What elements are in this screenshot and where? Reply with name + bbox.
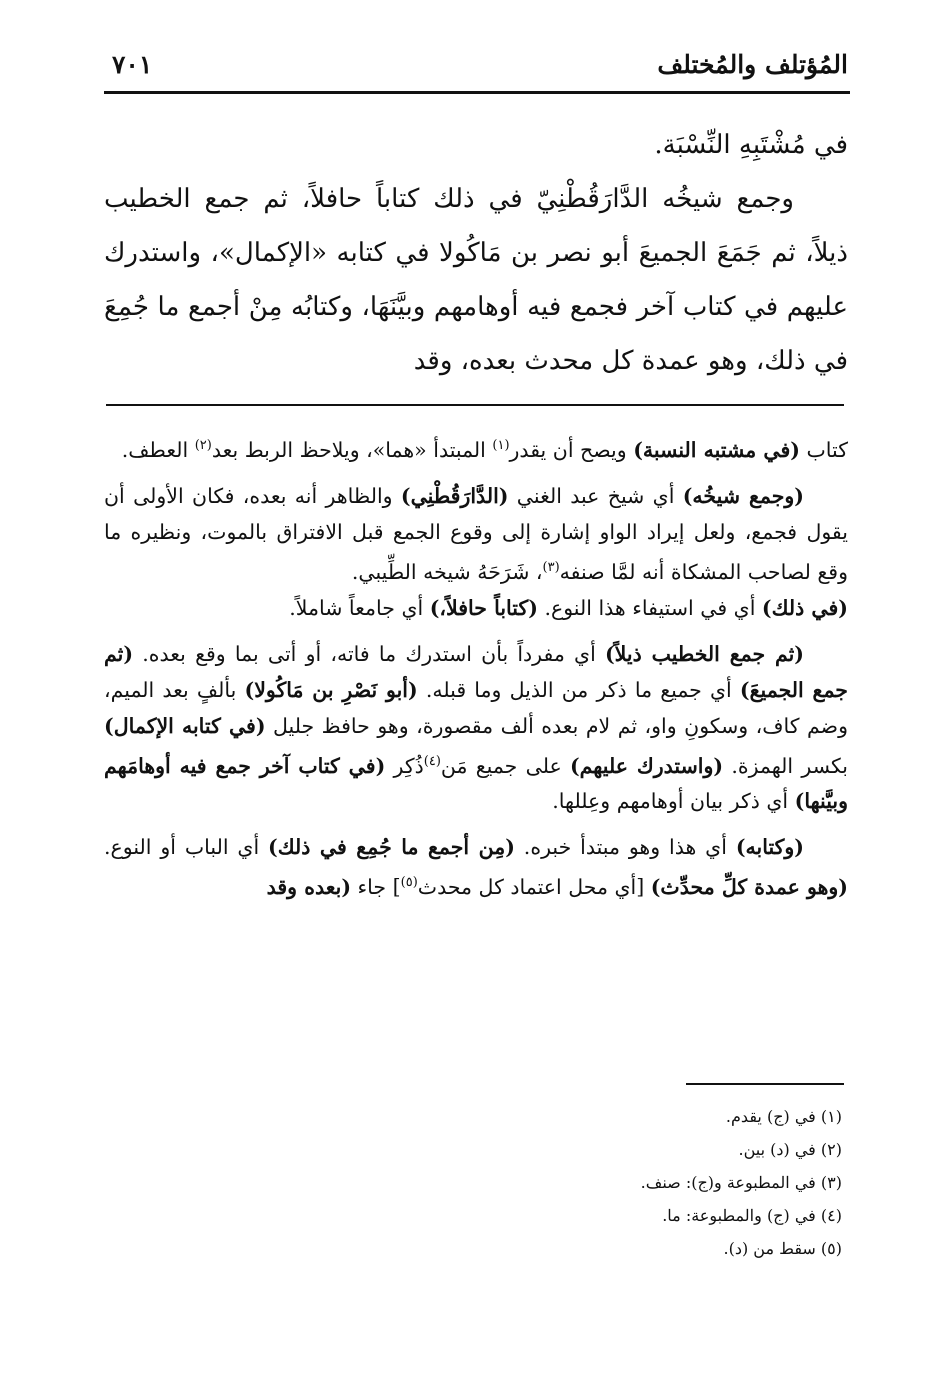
commentary-paragraph: (ثم جمع الخطيب ذيلاً) أي مفرداً بأن استدرك ما فاته، أو أتى بما وقع بعده. (ثم جمع الجميعَ) أي جميع ما ذكر من الذيل وما قبله. (أبو نَصْرِ بن مَاكُولا) بألفٍ بعد الميم، وضم كاف، وسكونِ واو، ثم لام بعده ألف مقصورة، وهو حافظ جليل (في كتابه الإكمال) بكسر الهمزة. (واستدرك عليهم) على جميع مَن$^{(٤)}$ذُكِر (في كتاب آخر جمع فيه أوهامَهم وبيَّنها) أي ذكر بيان أوهامهم وعِللها.	[104, 641, 849, 814]
page-number: ٧٠١	[112, 50, 153, 79]
footnote-marker: (٢)	[194, 438, 212, 453]
footnote-marker: (٣)	[542, 559, 560, 575]
footnote-item: (٢) في (د) بين.	[738, 1140, 842, 1159]
commentary-paragraph: (وكتابه) أي هذا وهو مبتدأ خبره. (مِن أجمع ما جُمِع في ذلك) أي الباب أو النوع. (وهو عمدة كلِّ محدِّث) [أي محل اعتماد كل محدث$^{(٥)}$] جاء (بعده وقد	[104, 835, 848, 900]
main-text-paragraph: وجمع شيخُه الدَّارَقُطْنِيّ في ذلك كتاباً حافلاً، ثم جمع الخطيب ذيلاً، ثم جَمَعَ الجميعَ أبو نصر بن مَاكُولا في كتابه «الإكمال»، واستدرك عليهم في كتاب آخر فجمع فيه أوهامهم وبيَّنَهَا، وكتابُه مِنْ أجمع ما جُمِعَ في ذلك، وهو عمدة كل محدث بعده، وقد	[104, 184, 848, 376]
main-text-separator	[106, 404, 844, 406]
main-text	[104, 118, 848, 388]
footnote-marker: (٥)	[400, 875, 418, 891]
footnote-item: (٤) في (ج) والمطبوعة: ما.	[662, 1206, 842, 1225]
footnote-marker: (٤)	[423, 753, 441, 769]
footnote-separator	[686, 1083, 844, 1085]
commentary-paragraph: كتاب (في مشتبه النسبة) ويصح أن يقدر$^{(١)}$ المبتدأ «هما»، ويلاحظ الربط بعد$^{(٢)}$ العطف.	[121, 437, 848, 462]
running-title: المُؤتلف والمُختلف	[657, 50, 848, 79]
main-text-opening-line: في مُشْتَبِهِ النِّسْبَة.	[654, 130, 848, 160]
footnote-item: (١) في (ج) يقدم.	[725, 1107, 842, 1126]
header-rule	[104, 91, 850, 94]
commentary-paragraph: (وجمع شيخُه) أي شيخ عبد الغني (الدَّارَقُطْنِي) والظاهر أنه بعده، فكان الأولى أن يقول فجمع، ولعل إيراد الواو إشارة إلى وقوع الجمع قبل الافتراق بالموت، ونظيره ما وقع لصاحب المشكاة أنه لمَّا صنفه$^{(٣)}$، شَرَحَهُ شيخه الطِّيبي. (في ذلك) أي في استيفاء هذا النوع. (كتاباً حافلاً،) أي جامعاً شاملاً.	[104, 483, 848, 620]
footnote-item: (٣) في المطبوعة و(ج): صنف.	[640, 1173, 842, 1192]
page-header	[108, 44, 848, 88]
footnote-marker: (١)	[492, 438, 510, 453]
footnotes	[442, 1100, 842, 1265]
footnote-item: (٥) سقط من (د).	[723, 1239, 842, 1258]
commentary	[104, 428, 848, 915]
